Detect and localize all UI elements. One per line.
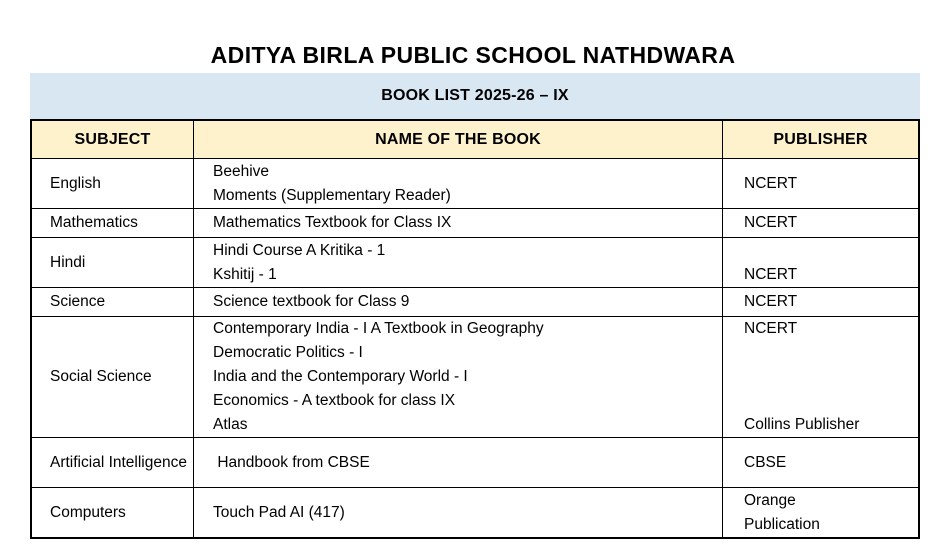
book-title: India and the Contemporary World - I	[213, 368, 468, 385]
publisher-name: NCERT	[744, 293, 798, 310]
subject-cell-computers: Computers	[32, 488, 194, 537]
book-title: Atlas	[213, 416, 248, 433]
publisher-name: NCERT	[744, 214, 798, 231]
book-title: Beehive	[213, 162, 270, 180]
book-title: Economics - A textbook for class IX	[213, 392, 456, 409]
publisher-cell-science	[723, 288, 918, 317]
books-cell-mathematics	[194, 209, 723, 238]
book-title: Moments (Supplementary Reader)	[213, 186, 451, 204]
books-cell-science	[194, 288, 723, 317]
publisher-cell-mathematics	[723, 209, 918, 238]
book-title: Kshitij - 1	[213, 265, 277, 283]
book-title: Mathematics Textbook for Class IX	[213, 214, 452, 231]
subject-cell-hindi: Hindi	[32, 238, 194, 288]
books-cell-english	[194, 159, 723, 209]
subject-cell-artificial-intelligence: Artificial Intelligence	[32, 438, 194, 488]
subject-cell-science: Science	[32, 288, 194, 317]
book-title: Democratic Politics - I	[213, 344, 363, 361]
header-cell-publisher: PUBLISHER	[723, 121, 918, 159]
subject-cell-mathematics: Mathematics	[32, 209, 194, 238]
publisher-name: Orange	[744, 491, 796, 509]
book-title: Science textbook for Class 9	[213, 293, 410, 310]
publisher-cell-social-science	[723, 317, 918, 438]
books-cell-social-science	[194, 317, 723, 438]
header-cell-book-name: NAME OF THE BOOK	[194, 121, 723, 159]
page-title: ADITYA BIRLA PUBLIC SCHOOL NATHDWARA	[210, 42, 736, 68]
publisher-cell-artificial-intelligence	[723, 438, 918, 488]
book-title: Touch Pad AI (417)	[213, 503, 345, 521]
header-cell-subject: SUBJECT	[32, 121, 194, 159]
book-title: Hindi Course A Kritika - 1	[213, 241, 386, 259]
books-cell-computers	[194, 488, 723, 537]
book-list-banner: BOOK LIST 2025-26 – IX	[30, 73, 920, 119]
publisher-name: CBSE	[744, 453, 787, 471]
publisher-name: NCERT	[744, 174, 798, 192]
book-title: Handbook from CBSE	[213, 453, 370, 471]
book-list-sheet	[30, 73, 920, 539]
subject-cell-english: English	[32, 159, 194, 209]
book-title: Contemporary India - I A Textbook in Geography	[213, 320, 544, 337]
publisher-cell-hindi	[723, 238, 918, 288]
publisher-cell-english	[723, 159, 918, 209]
publisher-name: Collins Publisher	[744, 416, 860, 433]
publisher-name: NCERT	[744, 266, 798, 283]
publisher-cell-computers	[723, 488, 918, 537]
book-table	[30, 119, 920, 539]
subject-cell-social-science: Social Science	[32, 317, 194, 438]
books-cell-artificial-intelligence	[194, 438, 723, 488]
publisher-name: NCERT	[744, 320, 798, 337]
books-cell-hindi	[194, 238, 723, 288]
publisher-name: Publication	[744, 515, 820, 533]
